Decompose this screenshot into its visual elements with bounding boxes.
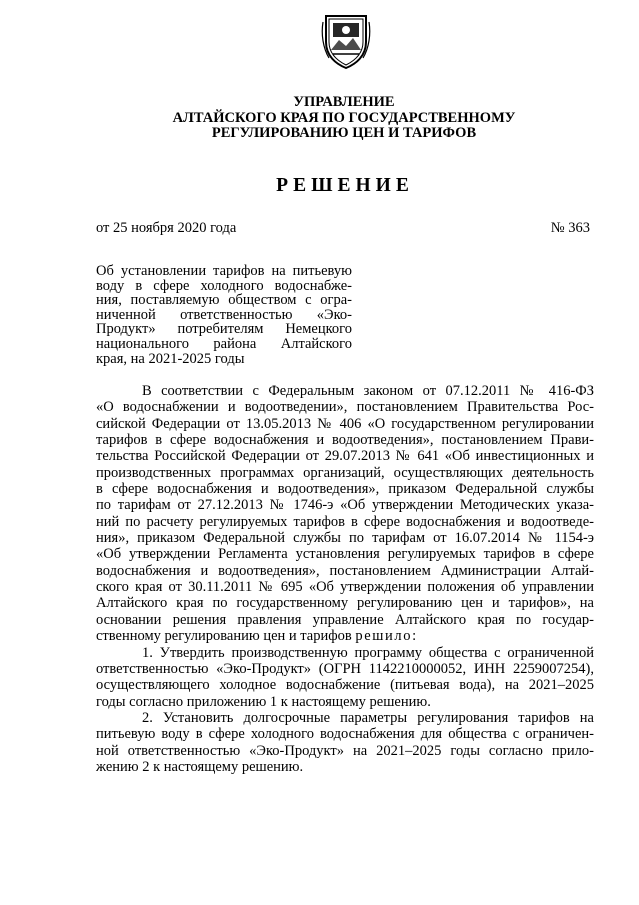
decision-date: от 25 ноября 2020 года	[96, 220, 237, 236]
subject-line: ния, поставляемую обществом с огра-	[96, 292, 352, 309]
header-line-3: РЕГУЛИРОВАНИЮ ЦЕН И ТАРИФОВ	[211, 125, 477, 141]
header-line-1: УПРАВЛЕНИЕ	[293, 94, 395, 110]
date-number-line	[96, 220, 590, 238]
item-2-line: питьевую воду в сфере холодного водоснабжения для общества с ограничен-	[96, 726, 594, 743]
preamble-line: ния», приказом Федеральной службы по тарифам от 16.07.2014 № 1154-э	[96, 530, 594, 547]
decision-subject	[96, 264, 352, 366]
preamble-closing-line: ственному регулированию цен и тарифов решило:	[96, 628, 417, 645]
preamble-line: тарифов в сфере водоснабжения и водоотведения», постановлением Прави-	[96, 432, 594, 449]
subject-line: Об установлении тарифов на питьевую	[96, 263, 352, 279]
preamble-line: по тарифам от 27.12.2013 № 1746-э «Об утверждении Методических указа-	[96, 497, 594, 514]
preamble-line: Алтайского края по государственному регулированию цен и тарифов», на	[96, 595, 594, 612]
subject-line: ниченной ответственностью «Эко-	[96, 306, 352, 323]
preamble-line: «Об утверждении Регламента установления регулируемых тарифов в сфере	[96, 546, 594, 563]
item-2-line: жению 2 к настоящему решению.	[96, 758, 304, 775]
preamble-line: В соответствии с Федеральным законом от 07.12.2011 № 416-ФЗ	[142, 383, 594, 399]
item-1-line: годы согласно приложению 1 к настоящему решению.	[96, 693, 431, 710]
item-2-line: ной ответственностью «Эко-Продукт» на 2021–2025 годы согласно прило-	[96, 742, 594, 759]
item-2-line: 2. Установить долгосрочные параметры регулирования тарифов на	[142, 709, 594, 726]
document-title: РЕШЕНИЕ	[276, 175, 414, 196]
subject-line: воду в сфере холодного водоснабже-	[96, 277, 352, 294]
preamble-closing-text: ственному регулированию цен и тарифов	[96, 628, 352, 645]
header-line-2: АЛТАЙСКОГО КРАЯ ПО ГОСУДАРСТВЕННОМУ	[172, 109, 516, 126]
preamble-line: «О водоснабжении и водоотведении», постановлением Правительства Рос-	[96, 399, 594, 416]
preamble-line: тельства Российской Федерации от 29.07.2013 № 641 «Об инвестиционных и	[96, 448, 594, 465]
subject-line: края, на 2021-2025 годы	[96, 350, 245, 367]
authority-header	[110, 95, 578, 142]
subject-line: национального района Алтайского	[96, 335, 352, 352]
coat-of-arms-icon	[321, 12, 371, 70]
decision-number: № 363	[550, 220, 590, 236]
preamble-line: ского края от 30.11.2011 № 695 «Об утверждении положения об управлении	[96, 579, 594, 596]
preamble-line: сийской Федерации от 13.05.2013 № 406 «О государственном регулировании	[96, 415, 594, 432]
preamble-line: производственных программах организаций, осуществляющих деятельность	[96, 464, 594, 481]
item-1-line: ответственностью «Эко-Продукт» (ОГРН 1142210000052, ИНН 2259007254),	[96, 660, 594, 677]
item-1-line: осуществляющего холодное водоснабжение (питьевая вода), на 2021–2025	[96, 677, 594, 694]
preamble-line: водоснабжения и водоотведения», постановлением Администрации Алтай-	[96, 562, 594, 579]
preamble-line: ний по расчету регулируемых тарифов в сфере водоснабжения и водоотведе-	[96, 513, 594, 530]
subject-line: Продукт» потребителям Немецкого	[96, 321, 352, 338]
preamble-line: основании решения правления управление Алтайского края по государ-	[96, 611, 594, 628]
decision-body	[96, 383, 594, 775]
decided-word: решило	[355, 628, 413, 645]
item-1-line: 1. Утвердить производственную программу общества с ограниченной	[142, 644, 594, 661]
preamble-line: в сфере водоснабжения и водоотведения», приказом Федеральной службы	[96, 481, 594, 498]
